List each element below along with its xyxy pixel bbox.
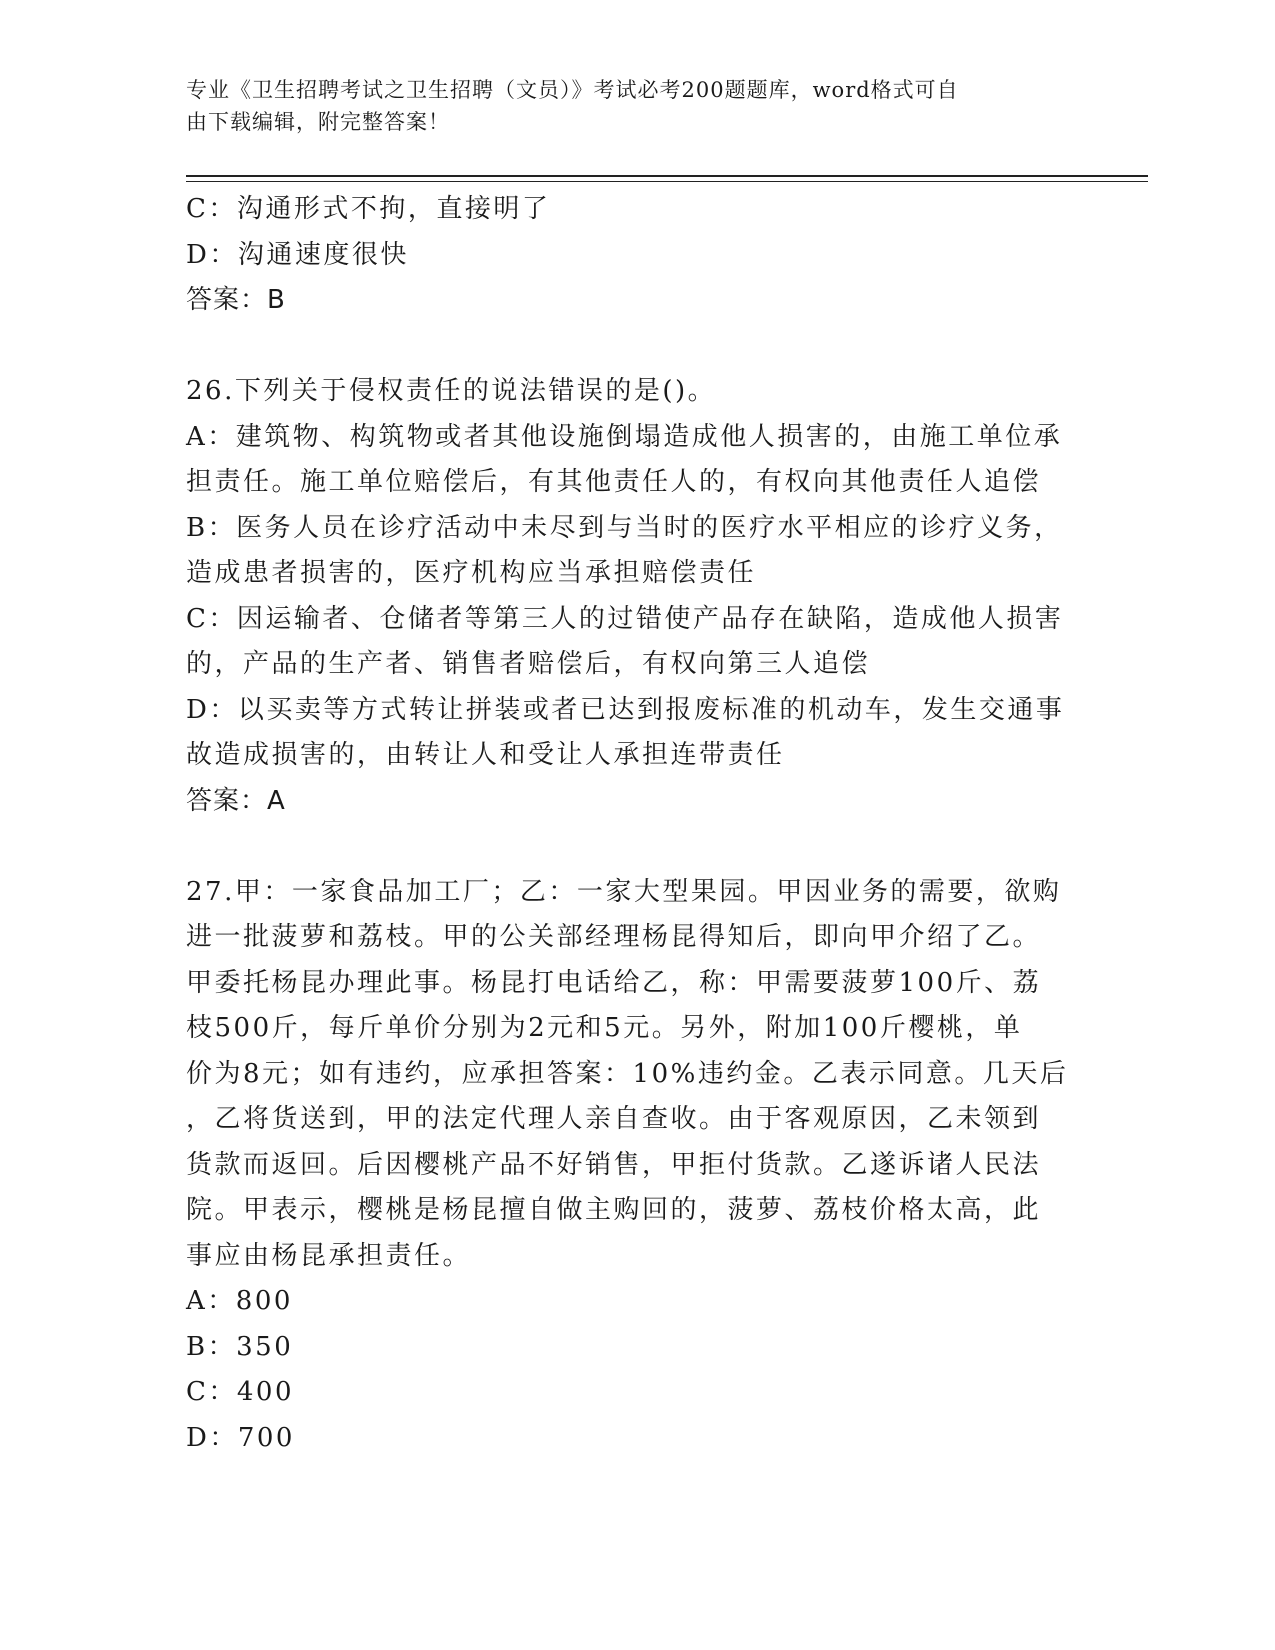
answer-label: 答案：B (186, 285, 286, 315)
question-stem: 26.下列关于侵权责任的说法错误的是()。 (186, 376, 717, 406)
option-c-continued: 的，产品的生产者、销售者赔偿后，有权向第三人追偿 (186, 649, 871, 679)
option-c: C：沟通形式不拘，直接明了 (186, 194, 551, 224)
question-stem-continued: 事应由杨昆承担责任。 (186, 1240, 472, 1271)
option-b: B：350 (186, 1331, 294, 1362)
option-d: D：以买卖等方式转让拼装或者已达到报废标准的机动车，发生交通事 (186, 694, 1065, 725)
option-a: A：800 (186, 1286, 293, 1316)
option-b: B：医务人员在诊疗活动中未尽到与当时的医疗水平相应的诊疗义务， (186, 512, 1063, 543)
answer-label: 答案：A (186, 785, 286, 816)
option-a-continued: 担责任。施工单位赔偿后，有其他责任人的，有权向其他责任人追偿 (186, 467, 1042, 497)
question-stem-continued: 货款而返回。后因樱桃产品不好销售，甲拒付货款。乙遂诉诸人民法 (186, 1149, 1042, 1180)
question-stem-continued: ，乙将货送到，甲的法定代理人亲自查收。由于客观原因，乙未领到 (186, 1104, 1042, 1134)
header-rule-thick (186, 175, 1148, 177)
option-d: D：沟通速度很快 (186, 239, 409, 270)
question-stem-continued: 进一批菠萝和荔枝。甲的公关部经理杨昆得知后，即向甲介绍了乙。 (186, 922, 1042, 952)
document-header (186, 74, 1066, 138)
option-c: C：400 (186, 1377, 295, 1407)
question-27 (186, 870, 1076, 1462)
question-stem-continued: 甲委托杨昆办理此事。杨昆打电话给乙，称：甲需要菠萝100斤、荔 (186, 967, 1042, 998)
question-stem: 27.甲：一家食品加工厂；乙：一家大型果园。甲因业务的需要，欲购 (186, 876, 1062, 907)
spacer (186, 824, 1076, 870)
question-stem-continued: 院。甲表示，樱桃是杨昆擅自做主购回的，菠萝、荔枝价格太高，此 (186, 1195, 1042, 1225)
previous-question-tail (186, 187, 1076, 324)
document-body (186, 187, 1076, 1461)
header-rule-thin (186, 181, 1148, 182)
question-stem-continued: 枝500斤，每斤单价分别为2元和5元。另外，附加100斤樱桃，单 (186, 1013, 1023, 1043)
question-26 (186, 369, 1076, 824)
option-b-continued: 造成患者损害的，医疗机构应当承担赔偿责任 (186, 558, 757, 588)
header-title-line-2: 由下载编辑，附完整答案！ (186, 110, 450, 134)
spacer (186, 324, 1076, 370)
option-c: C：因运输者、仓储者等第三人的过错使产品存在缺陷，造成他人损害 (186, 603, 1064, 634)
option-d-continued: 故造成损害的，由转让人和受让人承担连带责任 (186, 740, 785, 770)
option-d: D：700 (186, 1422, 295, 1453)
header-title-line-1: 专业《卫生招聘考试之卫生招聘（文员）》考试必考200题题库，word格式可自 (186, 78, 959, 102)
question-stem-continued: 价为8元；如有违约，应承担答案：10%违约金。乙表示同意。几天后 (186, 1058, 1069, 1089)
option-a: A：建筑物、构筑物或者其他设施倒塌造成他人损害的，由施工单位承 (186, 421, 1063, 452)
